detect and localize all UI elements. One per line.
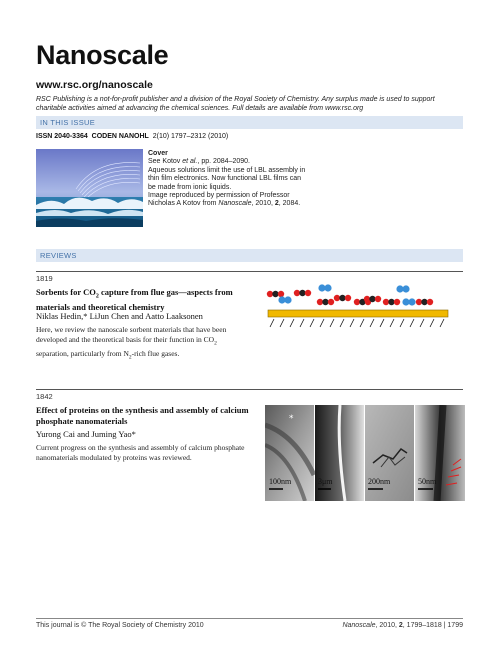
article-authors: Yurong Cai and Juming Yao*: [36, 429, 136, 439]
cover-image: [36, 149, 143, 227]
article-divider: [36, 271, 463, 272]
sorbent-bar: [268, 310, 448, 317]
reviews-band: [36, 249, 463, 262]
scale-label: 100nm: [269, 477, 292, 486]
issn-line: [36, 133, 228, 140]
reviews-label: REVIEWS: [40, 251, 77, 260]
cover-credit: Image reproduced by permission of Professor Nicholas A Kotov from Nanoscale, 2010, 2, 2084.: [148, 192, 301, 208]
micrograph-2: [315, 405, 364, 501]
sorbent-graphic: [262, 282, 457, 332]
footer-citation: Nanoscale, 2010, 2, 1799–1818 | 1799: [342, 622, 463, 629]
article-title[interactable]: Effect of proteins on the synthesis and assembly of calcium phosphate nanomaterials: [36, 405, 249, 426]
article-page-number: 1842: [36, 392, 53, 401]
issn: ISSN 2040-3364: [36, 133, 88, 140]
article-divider: [36, 389, 463, 390]
in-this-issue-label: IN THIS ISSUE: [40, 118, 96, 127]
article-title[interactable]: Sorbents for $CO_2$ capture from flue gas—aspects from materials and theoretical chemistry: [36, 287, 233, 313]
cover-see-reference: See Kotov et al., pp. 2084–2090.: [148, 158, 250, 166]
volume-pages: 2(10) 1797–2312 (2010): [152, 133, 229, 140]
cover-heading: Cover: [148, 150, 168, 157]
article-abstract: Current progress on the synthesis and assembly of calcium phosphate nanomaterials modulated by proteins was reviewed.: [36, 443, 245, 462]
micrograph-4: [415, 405, 465, 501]
scale-label: 50nm: [418, 477, 437, 486]
publisher-note: RSC Publishing is a not-for-profit publisher and a division of the Royal Society of Chemistry. Any surplus made is used to support charitable activities aimed at advancing the chemical sciences. Full details are available from www.rsc.org: [36, 96, 435, 112]
footer-copyright: This journal is © The Royal Society of Chemistry 2010: [36, 622, 204, 629]
micrograph-1: [265, 405, 314, 501]
article-abstract: Here, we review the nanoscale sorbent materials that have been developed and the theoretical basis for their function in $CO_2$ separation, particularly from $N_2$-rich flue gases.: [36, 325, 227, 360]
footer-divider: [36, 618, 463, 619]
scale-label: 200nm: [368, 477, 391, 486]
micrograph-3: [365, 405, 414, 501]
scale-label: 3μm: [318, 477, 333, 486]
cover-description: [148, 150, 308, 209]
journal-title: Nanoscale: [36, 40, 169, 70]
micrograph-panel: [265, 405, 465, 501]
article-authors: Niklas Hedin,* LiJun Chen and Aatto Laaksonen: [36, 311, 203, 321]
in-this-issue-band: [36, 116, 463, 129]
co2-molecules: [267, 284, 433, 305]
cover-caption: Aqueous solutions limit the use of LBL assembly in thin film electronics. Now functional LBL films can be made from ionic liquids.: [148, 166, 306, 191]
coden: CODEN NANOHL: [91, 133, 149, 140]
journal-url[interactable]: www.rsc.org/nanoscale: [36, 79, 153, 91]
svg-text:*: *: [289, 414, 294, 424]
article-page-number: 1819: [36, 274, 53, 283]
